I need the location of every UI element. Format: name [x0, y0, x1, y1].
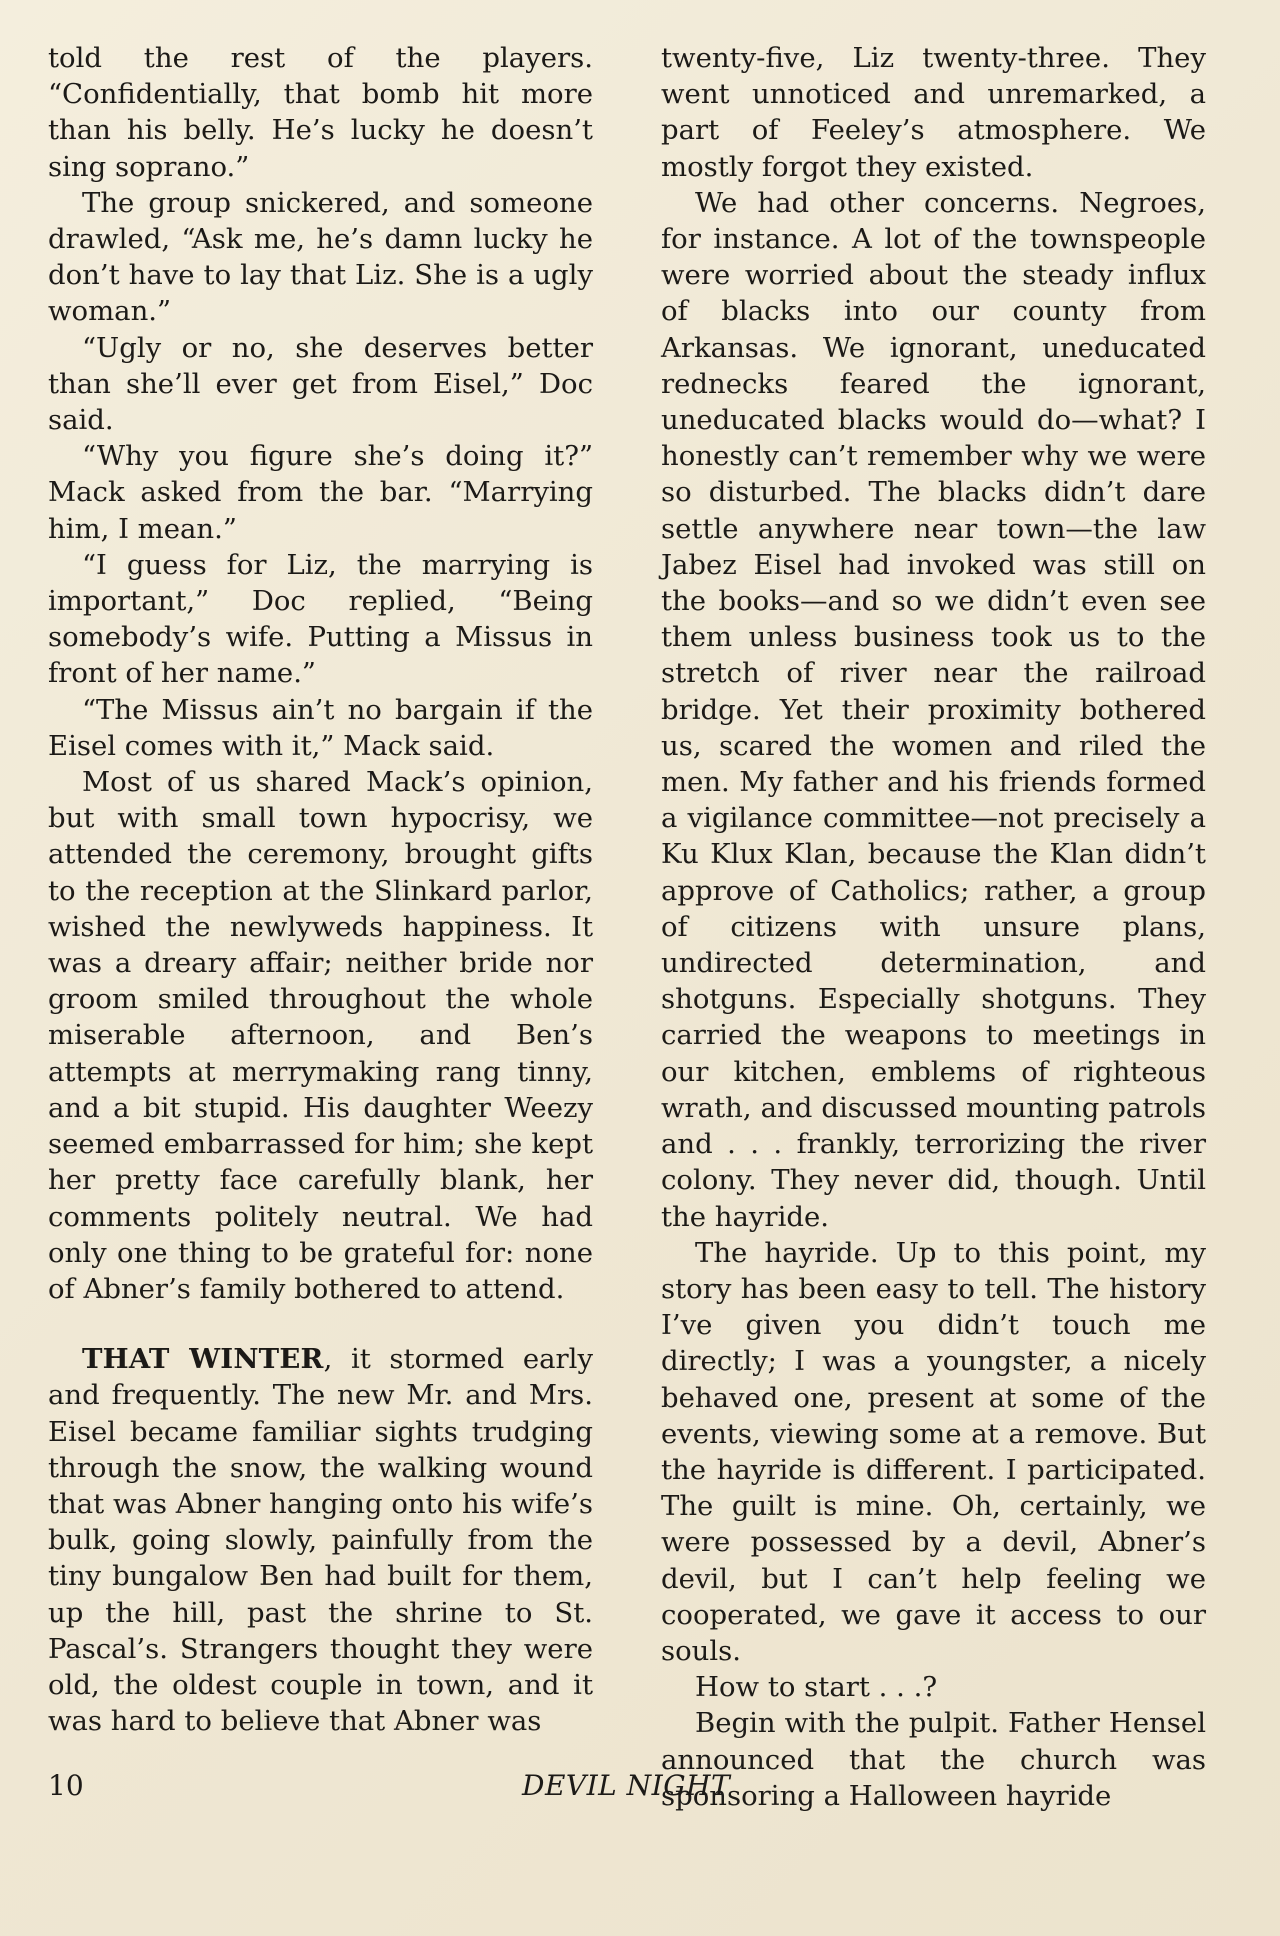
paragraph: We had other concerns. Negroes, for instance. A lot of the townspeople were worried about the steady influx of blacks into our county from Arkansas. We ignorant, uneducated rednecks feared the ignorant, uneducated blacks would do—what? I honestly can’t remember why we were so disturbed. The blacks didn’t dare settle anywhere near town—the law Jabez Eisel had invoked was still on the books—and so we didn’t even see them unless business took us to the stretch of river near the railroad bridge. Yet their proximity bothered us, scared the women and riled the men. My father and his friends formed a vigilance committee—not precisely a Ku Klux Klan, because the Klan didn’t approve of Catholics; rather, a group of citizens with unsure plans, undirected determination, and shotguns. Especially shotguns. They carried the weapons to meetings in our kitchen, emblems of righteous wrath, and discussed mounting patrols and . . . frankly, terrorizing the river colony. They never did, though. Until the hayride. — [661, 186, 1206, 1233]
paragraph: “Ugly or no, she deserves better than she’ll ever get from Eisel,” Doc said. — [48, 331, 593, 437]
page-footer — [48, 1766, 1208, 1806]
paragraph: “Why you figure she’s doing it?” Mack asked from the bar. “Marrying him, I mean.” — [48, 440, 593, 545]
page-number: 10 — [48, 1769, 84, 1802]
right-text-column — [661, 40, 1206, 1814]
left-text-column — [48, 40, 593, 1739]
paragraph: told the rest of the players. “Confidentially, that bomb hit more than his belly. He’s lucky he doesn’t sing soprano.” — [48, 42, 593, 183]
paragraph: The group snickered, and someone drawled, “Ask me, he’s damn lucky he don’t have to lay that Liz. She is a ugly woman.” — [48, 186, 593, 328]
paragraph: “I guess for Liz, the marrying is important,” Doc replied, “Being somebody’s wife. Putting a Missus in front of her name.” — [48, 548, 593, 690]
paragraph: twenty-five, Liz twenty-three. They went unnoticed and unremarked, a part of Feeley’s atmosphere. We mostly forgot they existed. — [661, 42, 1206, 183]
running-title: DEVIL NIGHT — [522, 1769, 731, 1802]
section-opening-paragraph — [48, 1341, 593, 1739]
paragraph: The hayride. Up to this point, my story has been easy to tell. The history I’ve given you didn’t touch me directly; I was a youngster, a nicely behaved one, present at some of the events, viewing some at a remove. But the hayride is different. I participated. The guilt is mine. Oh, certainly, we were possessed by a devil, Abner’s devil, but I can’t help feeling we cooperated, we gave it access to our souls. — [661, 1236, 1206, 1667]
paragraph: Most of us shared Mack’s opinion, but with small town hypocrisy, we attended the ceremony, brought gifts to the reception at the Slinkard parlor, wished the newlyweds happiness. It was a dreary affair; neither bride nor groom smiled throughout the whole miserable afternoon, and Ben’s attempts at merrymaking rang tinny, and a bit stupid. His daughter Weezy seemed embarrassed for him; she kept her pretty face carefully blank, her comments politely neutral. We had only one thing to be grateful for: none of Abner’s family bothered to attend. — [48, 766, 593, 1305]
paragraph: “The Missus ain’t no bargain if the Eisel comes with it,” Mack said. — [48, 693, 593, 762]
paragraph: How to start . . .? — [695, 1671, 938, 1704]
section-text: , it stormed early and frequently. The new Mr. and Mrs. Eisel became familiar sights trudging through the snow, the walking wound that was Abner hanging onto his wife’s bulk, going slowly, painfully from the tiny bungalow Ben had built for them, up the hill, past the shrine to St. Pascal’s. Strangers thought they were old, the oldest couple in town, and it was hard to believe that Abner was — [48, 1343, 594, 1738]
section-lead-in: THAT WINTER — [82, 1343, 324, 1376]
paragraph: Begin with the pulpit. Father Hensel announced that the church was sponsoring a Halloween hayride — [661, 1707, 1206, 1812]
